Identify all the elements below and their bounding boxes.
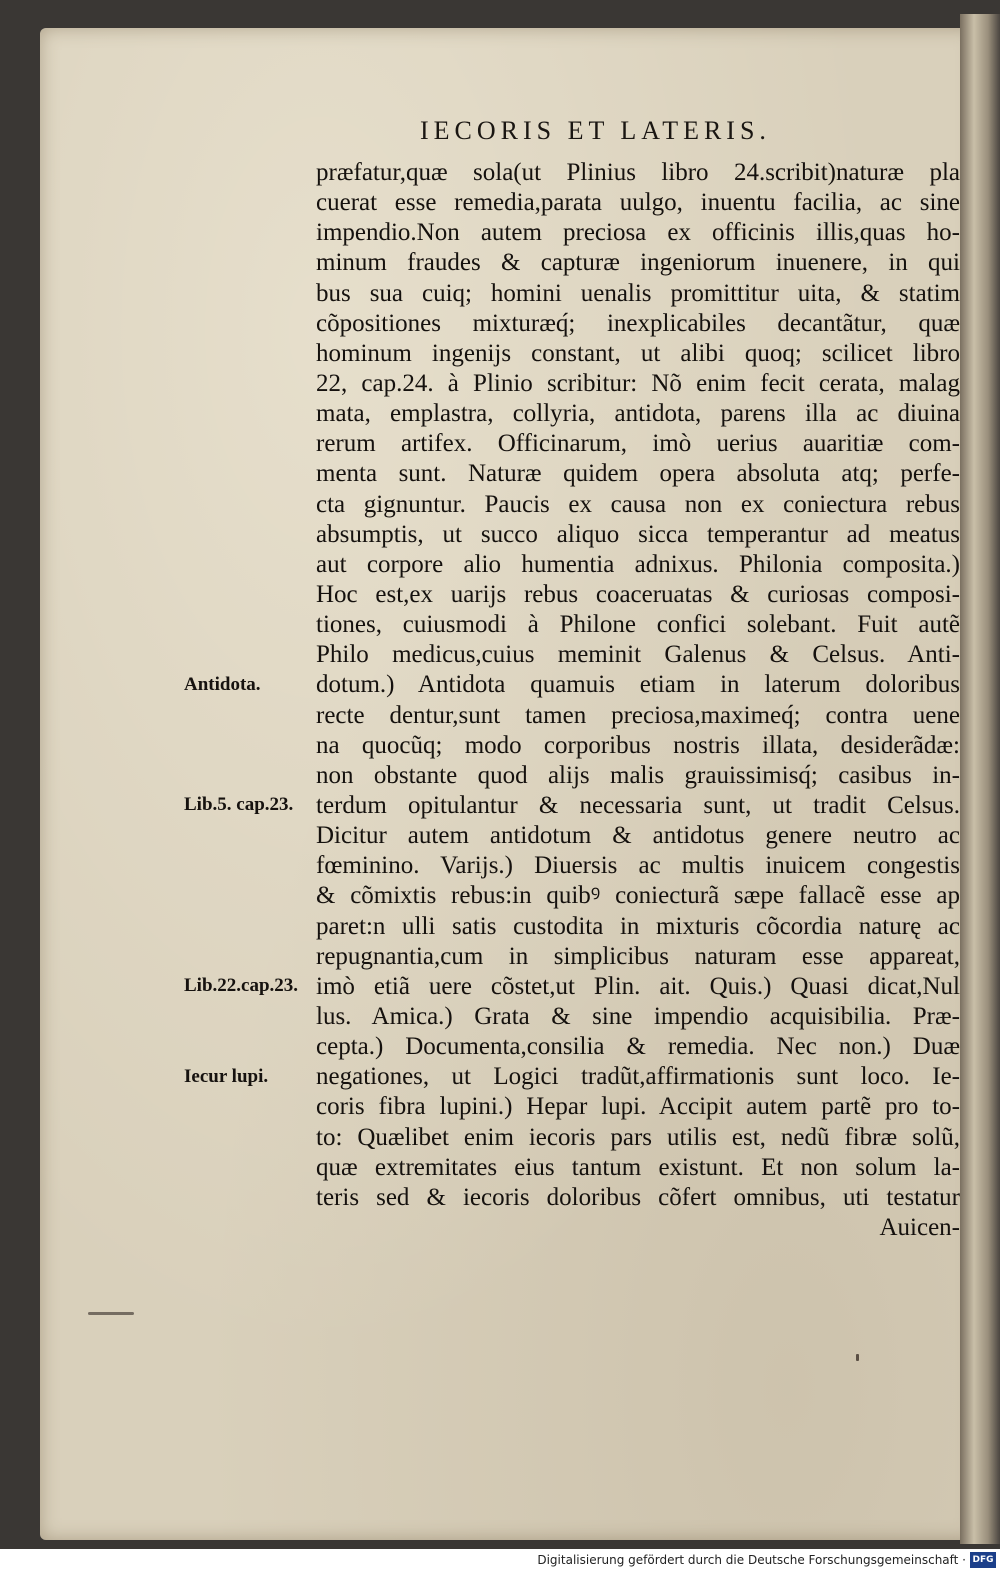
text-line: Dicitur autem antidotum & antidotus genere neutro ac: [316, 822, 960, 850]
text-line: rerum artifex. Officinarum, imò uerius auaritiæ com-: [316, 430, 960, 458]
text-line: Auicen-: [879, 1213, 960, 1241]
text-line: coris fibra lupini.) Hepar lupi. Accipit autem partẽ pro to-: [316, 1093, 960, 1121]
body-text: [316, 158, 960, 1243]
text-line: cepta.) Documenta,consilia & remedia. Nec non.) Duæ: [316, 1033, 960, 1061]
text-line: mata, emplastra, collyria, antidota, parens illa ac diuina: [316, 400, 960, 428]
text-line: menta sunt. Naturæ quidem opera absoluta atq; perfe-: [316, 460, 960, 488]
ink-speck: [856, 1354, 859, 1361]
text-line: Hoc est,ex uarijs rebus coaceruatas & curiosas composi-: [316, 580, 960, 608]
text-line: impendio.Non autem preciosa ex officinis illis,quas ho-: [316, 219, 960, 247]
text-line: na quocũq; modo corporibus nostris illata, desiderãdæ:: [316, 731, 960, 759]
text-line: cõpositiones mixturæq́; inexplicabiles decantãtur, quæ: [316, 309, 960, 337]
text-line: teris sed & iecoris doloribus cõfert omnibus, uti testatur: [316, 1183, 960, 1211]
text-line: to: Quælibet enim iecoris pars utilis est, nedũ fibræ solũ,: [316, 1123, 960, 1151]
book-spine-edge: [960, 14, 1000, 1544]
text-line: paret:n ulli satis custodita in mixturis cõcordia naturę ac: [316, 912, 960, 940]
text-line: quæ extremitates eius tantum existunt. Et non solum la-: [316, 1153, 960, 1181]
margin-note: Antidota.: [184, 673, 261, 695]
margin-note: Lib.5. cap.23.: [184, 794, 294, 816]
running-head: IECORIS ET LATERIS.: [420, 116, 771, 145]
text-line: minum fraudes & capturæ ingeniorum inuenere, in qui: [316, 249, 960, 277]
text-line: non obstante quod alijs malis grauissimisq́; casibus in-: [316, 761, 960, 789]
text-line: aut corpore alio humentia adnixus. Philonia composita.): [316, 550, 960, 578]
text-line: cta gignuntur. Paucis ex causa non ex coniectura rebus: [316, 490, 960, 518]
text-line: 22, cap.24. à Plinio scribitur: Nõ enim fecit cerata, malag: [316, 369, 960, 397]
text-line: terdum opitulantur & necessaria sunt, ut tradit Celsus.: [316, 791, 960, 819]
text-line: repugnantia,cum in simplicibus naturam esse appareat,: [316, 942, 960, 970]
text-line: fœminino. Varijs.) Diuersis ac multis inuicem congestis: [316, 852, 960, 880]
footer-credit: Digitalisierung gefördert durch die Deutsche Forschungsgemeinschaft ·: [537, 1553, 966, 1567]
text-line: tiones, cuiusmodi à Philone confici solebant. Fuit autẽ: [316, 611, 960, 639]
margin-note: Iecur lupi.: [184, 1065, 269, 1087]
text-line: cuerat esse remedia,parata uulgo, inuentu facilia, ac sine: [316, 189, 960, 217]
text-line: negationes, ut Logici tradũt,affirmationis sunt loco. Ie-: [316, 1063, 960, 1091]
ink-mark: [88, 1312, 134, 1315]
text-line: absumptis, ut succo aliquo sicca temperantur ad meatus: [316, 520, 960, 548]
margin-note: Lib.22.cap.23.: [184, 975, 299, 997]
dfg-logo: DFG: [970, 1552, 996, 1568]
text-line: lus. Amica.) Grata & sine impendio acquisibilia. Præ-: [316, 1002, 960, 1030]
text-line: præfatur,quæ sola(ut Plinius libro 24.scribit)naturæ pla: [316, 159, 960, 186]
text-line: & cõmixtis rebus:in quibꝰ coniecturã sæpe fallacẽ esse ap: [316, 882, 960, 910]
text-line: Philo medicus,cuius meminit Galenus & Celsus. Anti-: [316, 641, 960, 669]
text-line: recte dentur,sunt tamen preciosa,maximeq́; contra uene: [316, 701, 960, 729]
text-line: hominum ingenijs constant, ut alibi quoq; scilicet libro: [316, 339, 960, 367]
text-line: bus sua cuiq; homini uenalis promittitur uita, & statim: [316, 279, 960, 307]
text-line: dotum.) Antidota quamuis etiam in laterum doloribus: [316, 671, 960, 699]
text-line: imò etiã uere cõstet,ut Plin. ait. Quis.) Quasi dicat,Nul: [316, 972, 960, 1000]
